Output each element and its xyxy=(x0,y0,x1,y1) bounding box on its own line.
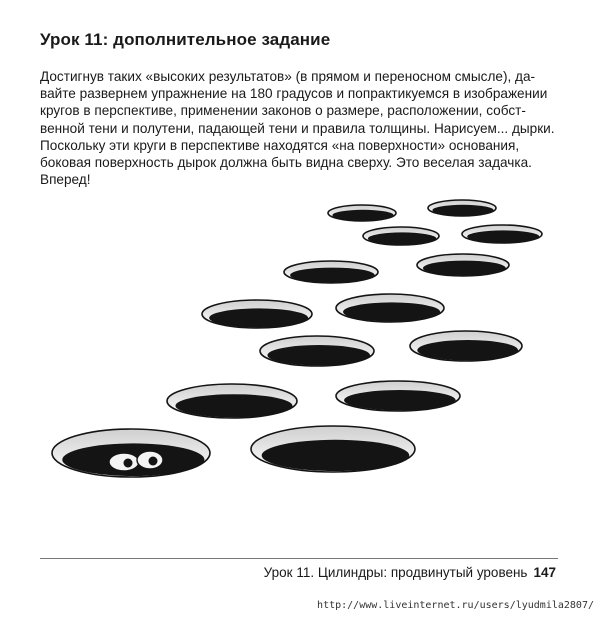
body-line: Поскольку эти круги в перспективе находятся «на поверхности» основания, xyxy=(40,137,520,153)
running-title: Урок 11. Цилиндры: продвинутый уровень xyxy=(263,565,528,580)
body-line: Вперед! xyxy=(40,172,91,188)
hole xyxy=(167,384,297,418)
hole xyxy=(336,294,444,322)
hole xyxy=(328,205,396,221)
hole xyxy=(336,381,460,411)
page-footer xyxy=(264,565,556,580)
hole xyxy=(410,331,522,361)
hole xyxy=(251,426,415,472)
page-number: 147 xyxy=(533,565,556,580)
lesson-title: Урок 11: дополнительное задание xyxy=(40,30,331,49)
lesson-body xyxy=(40,68,562,188)
body-line: кругов в перспективе, применении законов о размере, расположении, собст- xyxy=(40,103,526,119)
hole xyxy=(260,336,374,366)
watermark-url: http://www.liveinternet.ru/users/lyudmila2807/ xyxy=(317,600,594,611)
hole xyxy=(202,300,312,328)
hole xyxy=(417,254,509,276)
holes-illustration xyxy=(0,190,600,490)
hole xyxy=(462,225,542,243)
hole xyxy=(284,261,378,283)
body-line: венной тени и полутени, падающей тени и правила толщины. Нарисуем... дырки. xyxy=(40,120,555,136)
body-line: боковая поверхность дырок должна быть видна сверху. Это веселая задачка. xyxy=(40,155,532,171)
hole xyxy=(363,227,439,245)
body-line: вайте развернем упражнение на 180 градусов и попрактикуемся в изображении xyxy=(40,86,548,102)
hole xyxy=(428,200,496,216)
body-line: Достигнув таких «высоких результатов» (в прямом и переносном смысле), да- xyxy=(40,69,536,84)
footer-divider xyxy=(40,558,558,559)
